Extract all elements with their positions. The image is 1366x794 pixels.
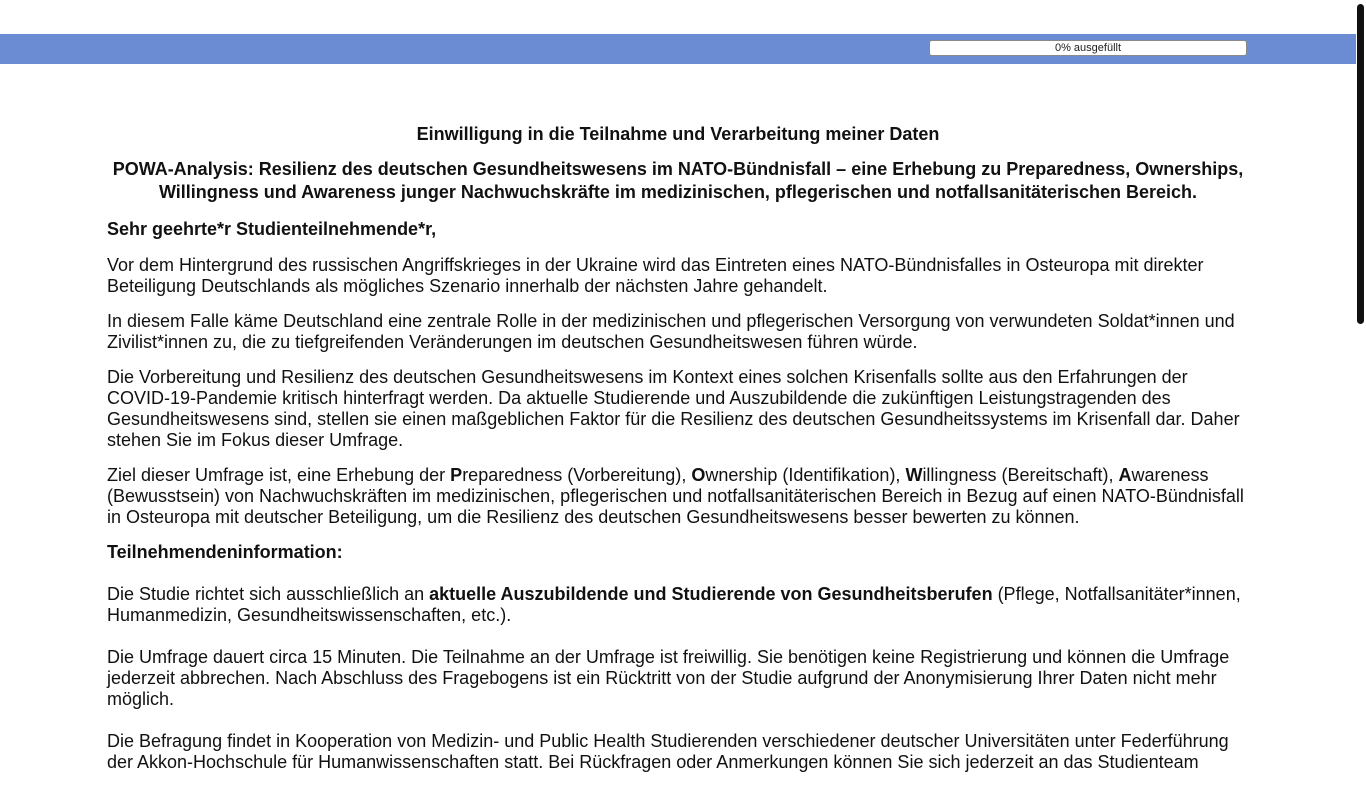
aim-letter-p: P [450, 465, 463, 485]
intro-paragraph-3: Die Vorbereitung und Resilienz des deutschen Gesundheitswesens im Kontext eines solchen Krisenfalls sollte aus den Erfahrungen der COVID-19-Pandemie kritisch hinterfragt werden. Da aktuelle Studierende und Auszubildende die zukünftigen Leistungstragenden des Gesundheitswesens sind, stellen sie einen maßgeblichen Faktor für die Resilienz des deutschen Gesundheitssystems im Krisenfall dar. Daher stehen Sie im Fokus dieser Umfrage. [107, 367, 1240, 450]
page-title: Einwilligung in die Teilnahme und Verarbeitung meiner Daten [416, 124, 940, 144]
consent-content [107, 120, 1249, 794]
cooperation-paragraph: Die Befragung findet in Kooperation von Medizin- und Public Health Studierenden verschiedener deutscher Universitäten unter Federführung der Akkon-Hochschule für Humanwissenschaften statt. Bei Rückfragen oder Anmerkungen können Sie sich jederzeit an das Studienteam [107, 731, 1229, 772]
scrollbar[interactable] [1356, 0, 1366, 768]
aim-preparedness: reparedness (Vorbereitung), [462, 465, 692, 485]
intro-paragraph-1: Vor dem Hintergrund des russischen Angriffskrieges in der Ukraine wird das Eintreten eines NATO-Bündnisfalles in Osteuropa mit direkter Beteiligung Deutschlands als mögliches Szenario innerhalb der nächsten Jahre gehandelt. [107, 255, 1204, 296]
target-intro: Die Studie richtet sich ausschließlich an [107, 584, 430, 604]
target-paragraph [107, 584, 1249, 626]
header-bar [0, 34, 1356, 64]
aim-intro: Ziel dieser Umfrage ist, eine Erhebung der [107, 465, 451, 485]
progress-label: 0% ausgefüllt [1054, 42, 1122, 54]
aim-ownership: wnership (Identifikation), [705, 465, 906, 485]
duration-paragraph: Die Umfrage dauert circa 15 Minuten. Die Teilnahme an der Umfrage ist freiwillig. Sie benötigen keine Registrierung und können die Umfrage jederzeit abbrechen. Nach Abschluss des Fragebogens ist ein Rücktritt von der Studie aufgrund der Anonymisierung Ihrer Daten nicht mehr möglich. [107, 647, 1230, 709]
aim-letter-o: O [691, 465, 706, 485]
target-rest: (Pflege, Notfallsanitäter*innen, Humanmedizin, Gesundheitswissenschaften, etc.). [107, 584, 1241, 625]
intro-paragraph-2: In diesem Falle käme Deutschland eine zentrale Rolle in der medizinischen und pflegerischen Versorgung von verwundeten Soldat*innen und Zivilist*innen zu, die zu tiefgreifenden Veränderungen im deutschen Gesundheitswesen führen würde. [107, 311, 1235, 352]
aim-awareness: wareness (Bewusstsein) von Nachwuchskräften im medizinischen, pflegerischen und notfallsanitäterischen Bereich in Bezug auf einen NATO-Bündnisfall in Osteuropa mit deutscher Beteiligung, um die Resilienz des deutschen Gesundheitswesens besser bewerten zu können. [107, 465, 1244, 527]
progress-bar [929, 40, 1247, 56]
info-heading: Teilnehmendeninformation: [107, 542, 343, 562]
greeting: Sehr geehrte*r Studienteilnehmende*r, [107, 219, 437, 239]
scrollbar-thumb[interactable] [1357, 4, 1364, 324]
target-group: aktuelle Auszubildende und Studierende von Gesundheitsberufen [429, 584, 993, 604]
study-subtitle: POWA-Analysis: Resilienz des deutschen Gesundheitswesens im NATO-Bündnisfall – eine Erhebung zu Preparedness, Ownerships, Willingness und Awareness junger Nachwuchskräfte im medizinischen, pflegerischen und notfallsanitäterischen Bereich. [112, 159, 1244, 202]
aim-paragraph [107, 465, 1249, 528]
aim-letter-w: W [905, 465, 923, 485]
aim-willingness: illingness (Bereitschaft), [922, 465, 1119, 485]
aim-letter-a: A [1118, 465, 1132, 485]
